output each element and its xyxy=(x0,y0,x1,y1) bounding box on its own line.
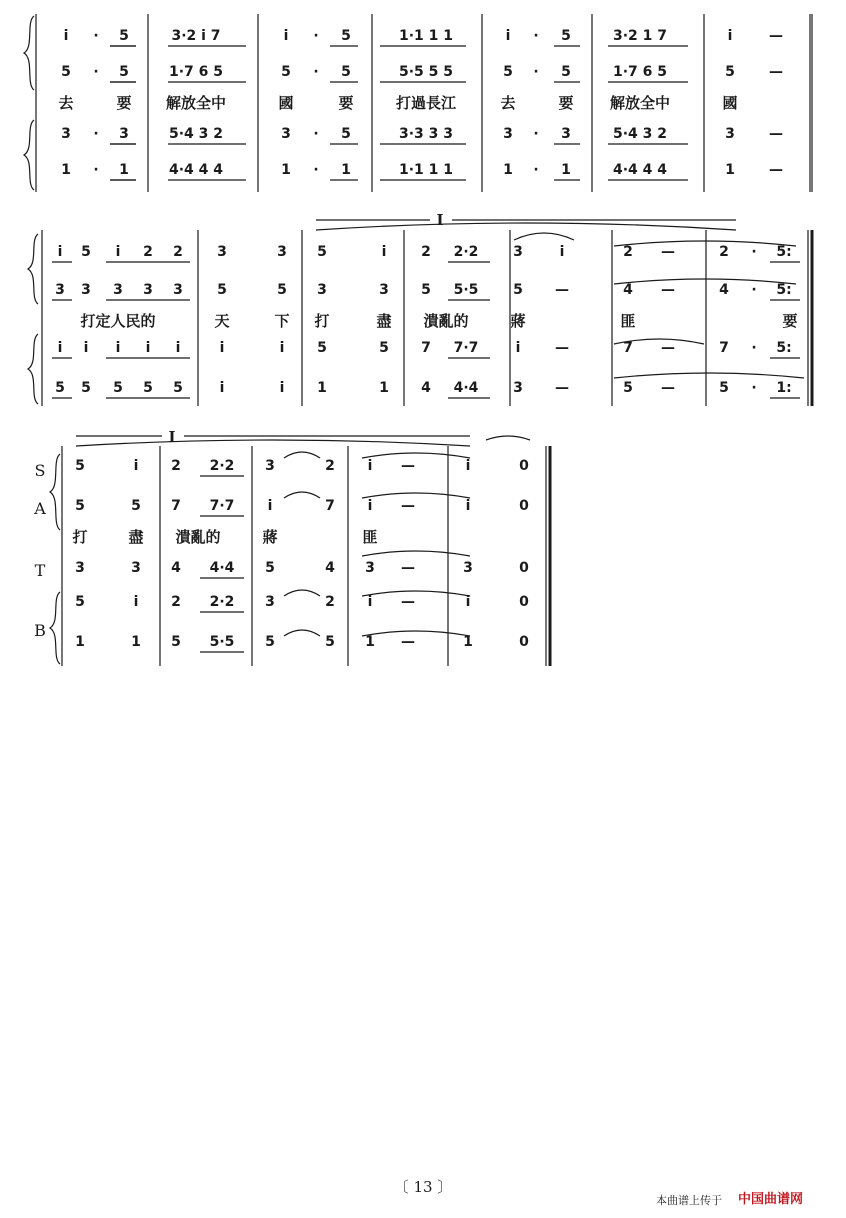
note: 1 xyxy=(503,162,513,178)
note: 2 xyxy=(325,458,335,474)
note: · xyxy=(533,162,539,178)
note: 5 xyxy=(379,340,389,356)
note: 1 xyxy=(379,380,389,396)
note: 1 xyxy=(119,162,129,178)
note: · xyxy=(533,28,539,44)
note: 0 xyxy=(519,560,529,576)
note: 1 xyxy=(365,634,375,650)
note: 2·2 xyxy=(209,594,235,610)
note: · xyxy=(93,126,99,142)
note: 3 xyxy=(561,126,571,142)
note: 2 xyxy=(623,244,633,260)
note: 3 xyxy=(81,282,91,298)
note: · xyxy=(533,64,539,80)
lyric: 要 xyxy=(558,94,574,112)
note: 5 xyxy=(131,498,141,514)
note: 5·4 3 2 xyxy=(168,126,224,142)
note: 2·2 xyxy=(209,458,235,474)
note: i xyxy=(559,244,565,260)
note: 5·5 5 5 xyxy=(398,64,454,80)
note: 3 xyxy=(513,380,523,396)
note: i xyxy=(175,340,181,356)
note: i xyxy=(83,340,89,356)
score-system-1 xyxy=(24,14,812,192)
note: 3 xyxy=(55,282,65,298)
note: 4 xyxy=(421,380,431,396)
note: i xyxy=(367,498,373,514)
brace-lower xyxy=(28,334,38,404)
note: 3 xyxy=(379,282,389,298)
note: 5 xyxy=(325,634,335,650)
tie xyxy=(514,233,574,240)
lyric: 潰亂的 xyxy=(175,528,221,546)
lyric: 解放全中 xyxy=(165,94,227,112)
note: 3·2 i 7 xyxy=(171,28,221,44)
note: 3·2 1 7 xyxy=(612,28,668,44)
lyric: 要 xyxy=(782,312,798,330)
note: — xyxy=(555,380,569,396)
lyric: 要 xyxy=(116,94,132,112)
lyric: 盡 xyxy=(376,312,392,330)
score-system-3 xyxy=(33,428,550,666)
note: i xyxy=(57,244,63,260)
note: 1 xyxy=(281,162,291,178)
note: i xyxy=(381,244,387,260)
note: 4·4 4 4 xyxy=(612,162,668,178)
note: 3 xyxy=(143,282,153,298)
lyric: 去 xyxy=(58,94,74,112)
lyric: 解放全中 xyxy=(609,94,671,112)
phrase-slur xyxy=(76,440,470,446)
voice-label: S xyxy=(34,461,46,480)
note: 5: xyxy=(776,282,792,298)
voice-label: A xyxy=(34,499,46,518)
note: 7·7 xyxy=(209,498,235,514)
tie xyxy=(362,493,470,498)
section-mark-1: I xyxy=(436,211,444,229)
note: · xyxy=(93,28,99,44)
note: 3 xyxy=(317,282,327,298)
note: 4 xyxy=(171,560,181,576)
note: — xyxy=(769,64,783,80)
note: 5: xyxy=(776,244,792,260)
lyric: 蔣 xyxy=(510,312,526,330)
note: 5: xyxy=(776,340,792,356)
note: 3 xyxy=(365,560,375,576)
note: 1·7 6 5 xyxy=(168,64,224,80)
section-mark-2: I xyxy=(168,428,176,446)
note: 5 xyxy=(81,244,91,260)
note: — xyxy=(661,380,675,396)
note: · xyxy=(93,64,99,80)
note: 5 xyxy=(113,380,123,396)
note: 3·3 3 3 xyxy=(398,126,454,142)
note: 3 xyxy=(131,560,141,576)
note: · xyxy=(533,126,539,142)
note: i xyxy=(115,244,121,260)
note: 7 xyxy=(171,498,181,514)
note: 3 xyxy=(463,560,473,576)
note: 5 xyxy=(55,380,65,396)
note: 3 xyxy=(281,126,291,142)
note: 5 xyxy=(513,282,523,298)
note: 1 xyxy=(317,380,327,396)
note: i xyxy=(283,28,289,44)
lyric: 盡 xyxy=(128,528,144,546)
note: 1 xyxy=(75,634,85,650)
note: · xyxy=(313,28,319,44)
note: · xyxy=(313,126,319,142)
score-system-2 xyxy=(28,211,812,406)
page-number: 〔 13 〕 xyxy=(393,1178,453,1196)
note: 5 xyxy=(317,244,327,260)
site-logo: 中国曲谱网 xyxy=(738,1192,804,1207)
note: i xyxy=(727,28,733,44)
note: 5 xyxy=(725,64,735,80)
upload-note: 本曲谱上传于 xyxy=(656,1194,722,1207)
note: i xyxy=(465,498,471,514)
note: 5 xyxy=(75,498,85,514)
note: 1 xyxy=(61,162,71,178)
note: 3 xyxy=(265,458,275,474)
note: — xyxy=(661,282,675,298)
note: · xyxy=(751,340,757,356)
note: 5 xyxy=(171,634,181,650)
note: 4·4 xyxy=(209,560,235,576)
note: — xyxy=(401,560,415,576)
note: 3 xyxy=(61,126,71,142)
lyric: 要 xyxy=(338,94,354,112)
tie xyxy=(614,241,796,246)
note: — xyxy=(555,282,569,298)
brace-lower xyxy=(24,120,34,190)
note: 5·5 xyxy=(453,282,479,298)
note: 1·7 6 5 xyxy=(612,64,668,80)
note: 4·4 xyxy=(453,380,479,396)
lyric: 下 xyxy=(274,312,290,330)
tie xyxy=(284,492,320,498)
note: — xyxy=(769,162,783,178)
tie xyxy=(614,279,796,284)
tie xyxy=(284,452,320,458)
note: 3 xyxy=(503,126,513,142)
note: 1 xyxy=(463,634,473,650)
note: i xyxy=(219,340,225,356)
note: 2·2 xyxy=(453,244,479,260)
note: 5 xyxy=(119,28,129,44)
note: 2 xyxy=(173,244,183,260)
note: 5 xyxy=(277,282,287,298)
note: 2 xyxy=(325,594,335,610)
note: 2 xyxy=(143,244,153,260)
lyric: 國 xyxy=(722,94,738,112)
lyric: 打 xyxy=(72,528,88,546)
note: 5 xyxy=(75,594,85,610)
brace-upper xyxy=(28,234,38,304)
note: 0 xyxy=(519,594,529,610)
note: 2 xyxy=(171,458,181,474)
note: · xyxy=(313,64,319,80)
note: 2 xyxy=(171,594,181,610)
note: 5 xyxy=(421,282,431,298)
note: 7 xyxy=(325,498,335,514)
note: 5 xyxy=(561,28,571,44)
brace-upper xyxy=(24,16,34,90)
note: 4 xyxy=(623,282,633,298)
lyric: 蔣 xyxy=(262,528,278,546)
note: — xyxy=(401,498,415,514)
note: 3 xyxy=(277,244,287,260)
note: 3 xyxy=(513,244,523,260)
phrase-slur xyxy=(316,223,736,230)
note: 7 xyxy=(623,340,633,356)
note: 5 xyxy=(265,634,275,650)
note: 5 xyxy=(719,380,729,396)
lyric: 去 xyxy=(500,94,516,112)
note: 1 xyxy=(131,634,141,650)
note: · xyxy=(93,162,99,178)
note: 5 xyxy=(61,64,71,80)
note: i xyxy=(145,340,151,356)
note: i xyxy=(219,380,225,396)
note: — xyxy=(401,458,415,474)
note: i xyxy=(505,28,511,44)
note: 0 xyxy=(519,634,529,650)
note: 7·7 xyxy=(453,340,479,356)
tie xyxy=(362,631,470,636)
note: 5 xyxy=(281,64,291,80)
note: — xyxy=(769,126,783,142)
note: i xyxy=(63,28,69,44)
note: 3 xyxy=(725,126,735,142)
tie xyxy=(614,373,804,378)
lyric: 打定人民的 xyxy=(80,312,156,330)
brace-lower xyxy=(50,592,60,664)
tie xyxy=(362,591,470,596)
note: 1·1 1 1 xyxy=(398,28,454,44)
note: 5 xyxy=(561,64,571,80)
note: 5 xyxy=(623,380,633,396)
note: 3 xyxy=(265,594,275,610)
note: 3 xyxy=(217,244,227,260)
note: 7 xyxy=(421,340,431,356)
note: 3 xyxy=(119,126,129,142)
lyric: 匪 xyxy=(362,528,378,546)
note: · xyxy=(751,244,757,260)
note: 5 xyxy=(143,380,153,396)
lyric: 打 xyxy=(314,312,330,330)
note: 5 xyxy=(341,126,351,142)
note: i xyxy=(279,380,285,396)
tie xyxy=(362,551,470,556)
note: i xyxy=(465,458,471,474)
note: — xyxy=(401,594,415,610)
note: — xyxy=(555,340,569,356)
lyric: 潰亂的 xyxy=(423,312,469,330)
lyric: 匪 xyxy=(620,312,636,330)
voice-label: B xyxy=(34,621,46,640)
note: 1: xyxy=(776,380,792,396)
note: 7 xyxy=(719,340,729,356)
note: — xyxy=(769,28,783,44)
note: i xyxy=(279,340,285,356)
note: 5·4 3 2 xyxy=(612,126,668,142)
tie xyxy=(284,630,320,636)
note: 5 xyxy=(173,380,183,396)
note: · xyxy=(751,282,757,298)
note: 5 xyxy=(217,282,227,298)
note: 4 xyxy=(325,560,335,576)
note: i xyxy=(367,594,373,610)
note: i xyxy=(515,340,521,356)
note: i xyxy=(133,458,139,474)
note: i xyxy=(57,340,63,356)
note: i xyxy=(133,594,139,610)
note: 1 xyxy=(725,162,735,178)
note: 1 xyxy=(341,162,351,178)
note: i xyxy=(465,594,471,610)
note: 4·4 4 4 xyxy=(168,162,224,178)
lyric: 國 xyxy=(278,94,294,112)
brace-upper xyxy=(50,454,60,530)
note: i xyxy=(267,498,273,514)
note: 1·1 1 1 xyxy=(398,162,454,178)
lyric: 天 xyxy=(214,312,230,330)
note: 3 xyxy=(75,560,85,576)
note: 5 xyxy=(75,458,85,474)
note: 5 xyxy=(317,340,327,356)
note: — xyxy=(661,340,675,356)
note: 0 xyxy=(519,458,529,474)
note: — xyxy=(401,634,415,650)
lyric: 打過長江 xyxy=(395,94,457,112)
note: 5 xyxy=(81,380,91,396)
note: · xyxy=(313,162,319,178)
note: 2 xyxy=(421,244,431,260)
note: 5 xyxy=(503,64,513,80)
note: i xyxy=(367,458,373,474)
note: 0 xyxy=(519,498,529,514)
note: — xyxy=(661,244,675,260)
note: 5 xyxy=(265,560,275,576)
phrase-slur xyxy=(486,436,530,440)
note: 3 xyxy=(173,282,183,298)
tie xyxy=(362,453,470,458)
note: 5 xyxy=(119,64,129,80)
note: 5 xyxy=(341,28,351,44)
note: 5 xyxy=(341,64,351,80)
note: 1 xyxy=(561,162,571,178)
note: · xyxy=(751,380,757,396)
note: 2 xyxy=(719,244,729,260)
note: 5·5 xyxy=(209,634,235,650)
note: 4 xyxy=(719,282,729,298)
note: 3 xyxy=(113,282,123,298)
tie xyxy=(284,590,320,596)
note: i xyxy=(115,340,121,356)
voice-label: T xyxy=(34,561,46,580)
